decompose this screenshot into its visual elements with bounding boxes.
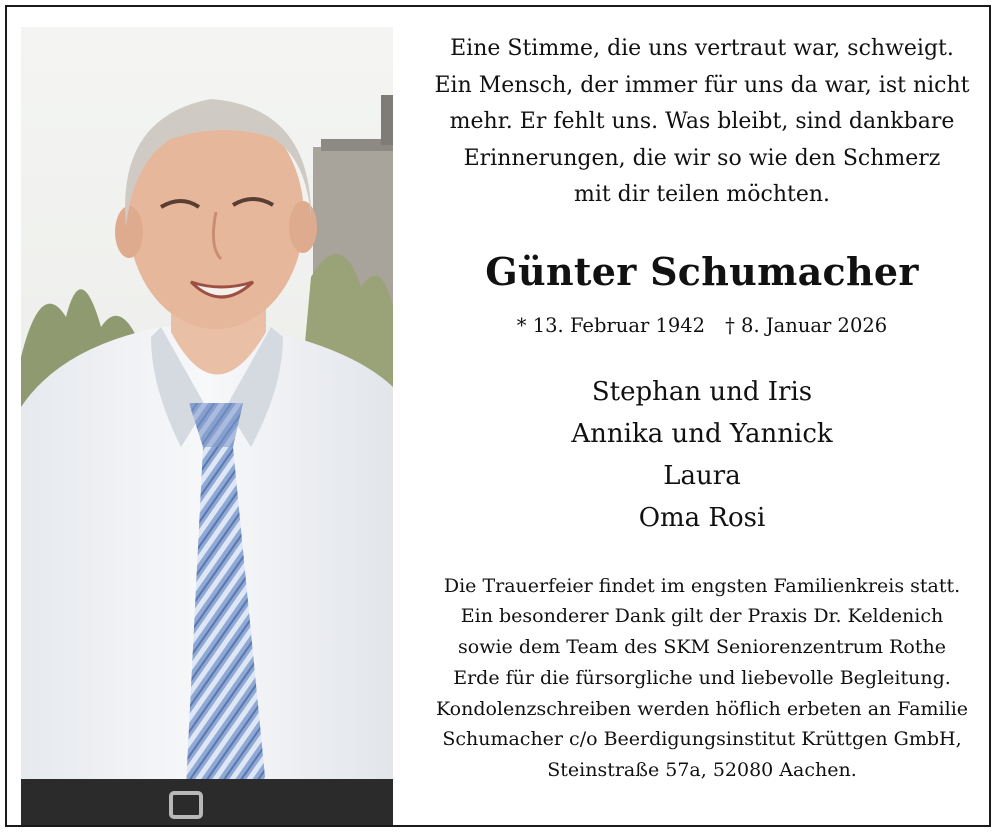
notice-line: Schumacher c/o Beerdigungsinstitut Krüttgen GmbH, <box>442 728 962 751</box>
mourner-line: Annika und Yannick <box>571 418 833 449</box>
mourners-list <box>405 371 999 539</box>
mourner-line: Oma Rosi <box>638 502 766 533</box>
verse-line: mit dir teilen möchten. <box>573 182 831 207</box>
notice-line: Die Trauerfeier findet im engsten Familienkreis statt. <box>443 574 961 597</box>
deceased-name: Günter Schumacher <box>485 248 919 294</box>
verse-line: Eine Stimme, die uns vertraut war, schweigt. <box>450 36 954 61</box>
notice-line: Steinstraße 57a, 52080 Aachen. <box>547 759 857 782</box>
verse-line: Ein Mensch, der immer für uns da war, ist nicht <box>434 72 970 98</box>
verse-line: mehr. Er fehlt uns. Was bleibt, sind dankbare <box>449 109 955 134</box>
birth-date: * 13. Februar 1942 <box>516 313 706 337</box>
life-dates <box>405 313 999 339</box>
portrait-photo-icon <box>21 27 393 825</box>
mourner-line: Stephan und Iris <box>591 376 813 407</box>
notice-line: Kondolenzschreiben werden höflich erbeten an Familie <box>435 697 969 720</box>
text-column <box>405 21 999 786</box>
portrait-photo <box>21 27 393 825</box>
funeral-notice <box>405 571 999 787</box>
notice-line: sowie dem Team des SKM Seniorenzentrum Rothe <box>458 636 946 659</box>
notice-line: Erde für die fürsorgliche und liebevolle Begleitung. <box>453 666 951 689</box>
notice-line: Ein besonderer Dank gilt der Praxis Dr. Keldenich <box>460 605 944 628</box>
verse-line: Erinnerungen, die wir so wie den Schmerz <box>463 145 941 171</box>
memorial-verse <box>405 31 999 214</box>
mourner-line: Laura <box>663 460 741 491</box>
obituary-card <box>5 5 991 827</box>
death-date: † 8. Januar 2026 <box>725 313 888 337</box>
